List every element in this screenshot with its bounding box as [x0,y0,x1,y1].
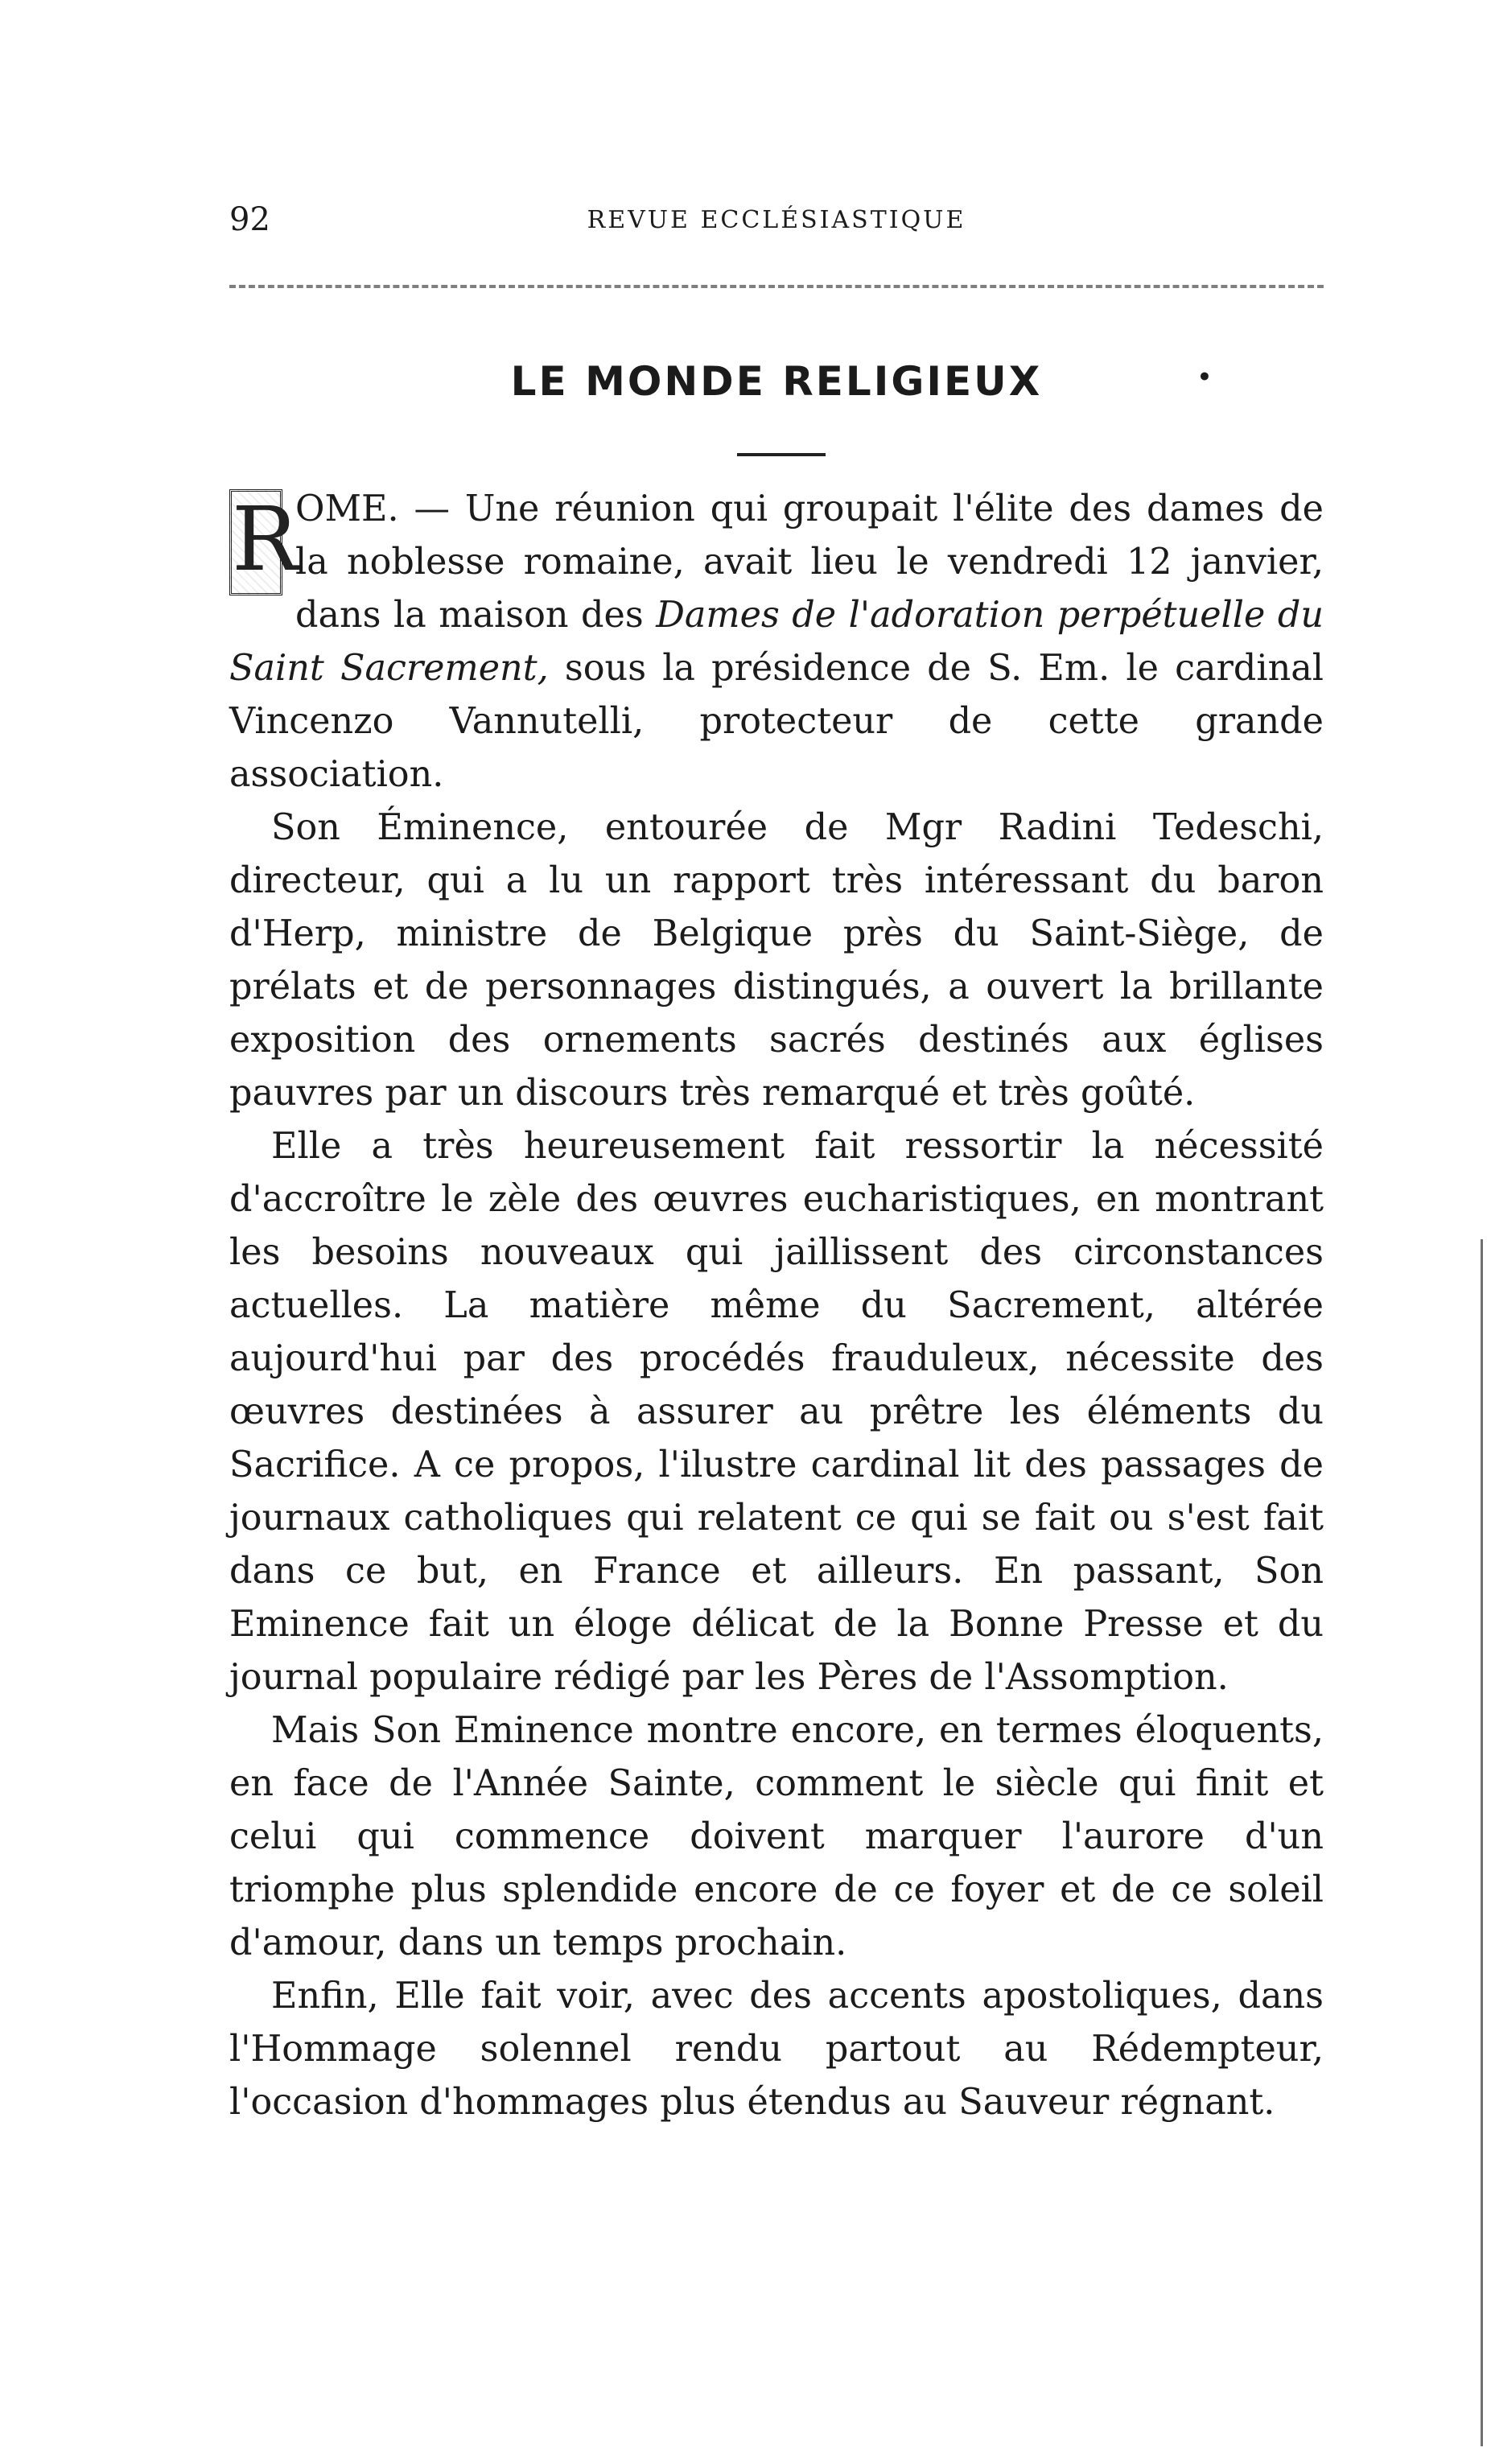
paragraph-1-tail: sous la présidence de S. Em. le cardinal Vincenzo Vannutelli, protecteur de cette grande association. [229,648,1324,795]
paragraph-4: Mais Son Eminence montre encore, en termes éloquents, en face de l'Année Sainte, comment le siècle qui finit et celui qui commence doivent marquer l'aurore d'un triomphe plus splendide encore de ce foyer et de ce soleil d'amour, dans un temps prochain. [229,1710,1324,1963]
running-title: REVUE ECCLÉSIASTIQUE [587,206,966,234]
article-body [229,483,1324,2129]
page-number: 92 [229,201,270,238]
ornamental-dropcap: R [229,489,282,595]
paragraph-1-italic: Dames de l'adoration perpétuelle du Saint Sacrement, [229,595,1324,689]
paragraph-1-text: — Une réunion qui groupait l'élite des dames de la noblesse romaine, avait lieu le vendredi 12 janvier, dans la maison des [295,488,1324,636]
title-rule [737,453,826,456]
header-rule [229,285,1324,288]
printer-mark: • [1197,364,1212,390]
lead-word: OME. [295,488,399,529]
section-title: LE MONDE RELIGIEUX [510,358,1043,405]
paragraph-3: Elle a très heureusement fait ressortir la nécessité d'accroître le zèle des œuvres eucharistiques, en montrant les besoins nouveaux qui jaillissent des circonstances actuelles. La matière même du Sacrement, altérée aujourd'hui par des procédés frauduleux, nécessite des œuvres destinées à assurer au prêtre les éléments du Sacrifice. A ce propos, l'ilustre cardinal lit des passages de journaux catholiques qui relatent ce qui se fait ou s'est fait dans ce but, en France et ailleurs. En passant, Son Eminence fait un éloge délicat de la Bonne Presse et du journal populaire rédigé par les Pères de l'Assomption. [229,1126,1324,1698]
paragraph-5: Enfin, Elle fait voir, avec des accents apostoliques, dans l'Hommage solennel rendu partout au Rédempteur, l'occasion d'hommages plus étendus au Sauveur régnant. [229,1976,1324,2123]
page-header [229,201,1324,249]
paragraph-1 [229,483,1324,801]
margin-line [1481,1239,1483,2446]
paragraph-2: Son Éminence, entourée de Mgr Radini Tedeschi, directeur, qui a lu un rapport très intéressant du baron d'Herp, ministre de Belgique près du Saint-Siège, de prélats et de personnages distingués, a ouvert la brillante exposition des ornements sacrés destinés aux églises pauvres par un discours très remarqué et très goûté. [229,807,1324,1114]
